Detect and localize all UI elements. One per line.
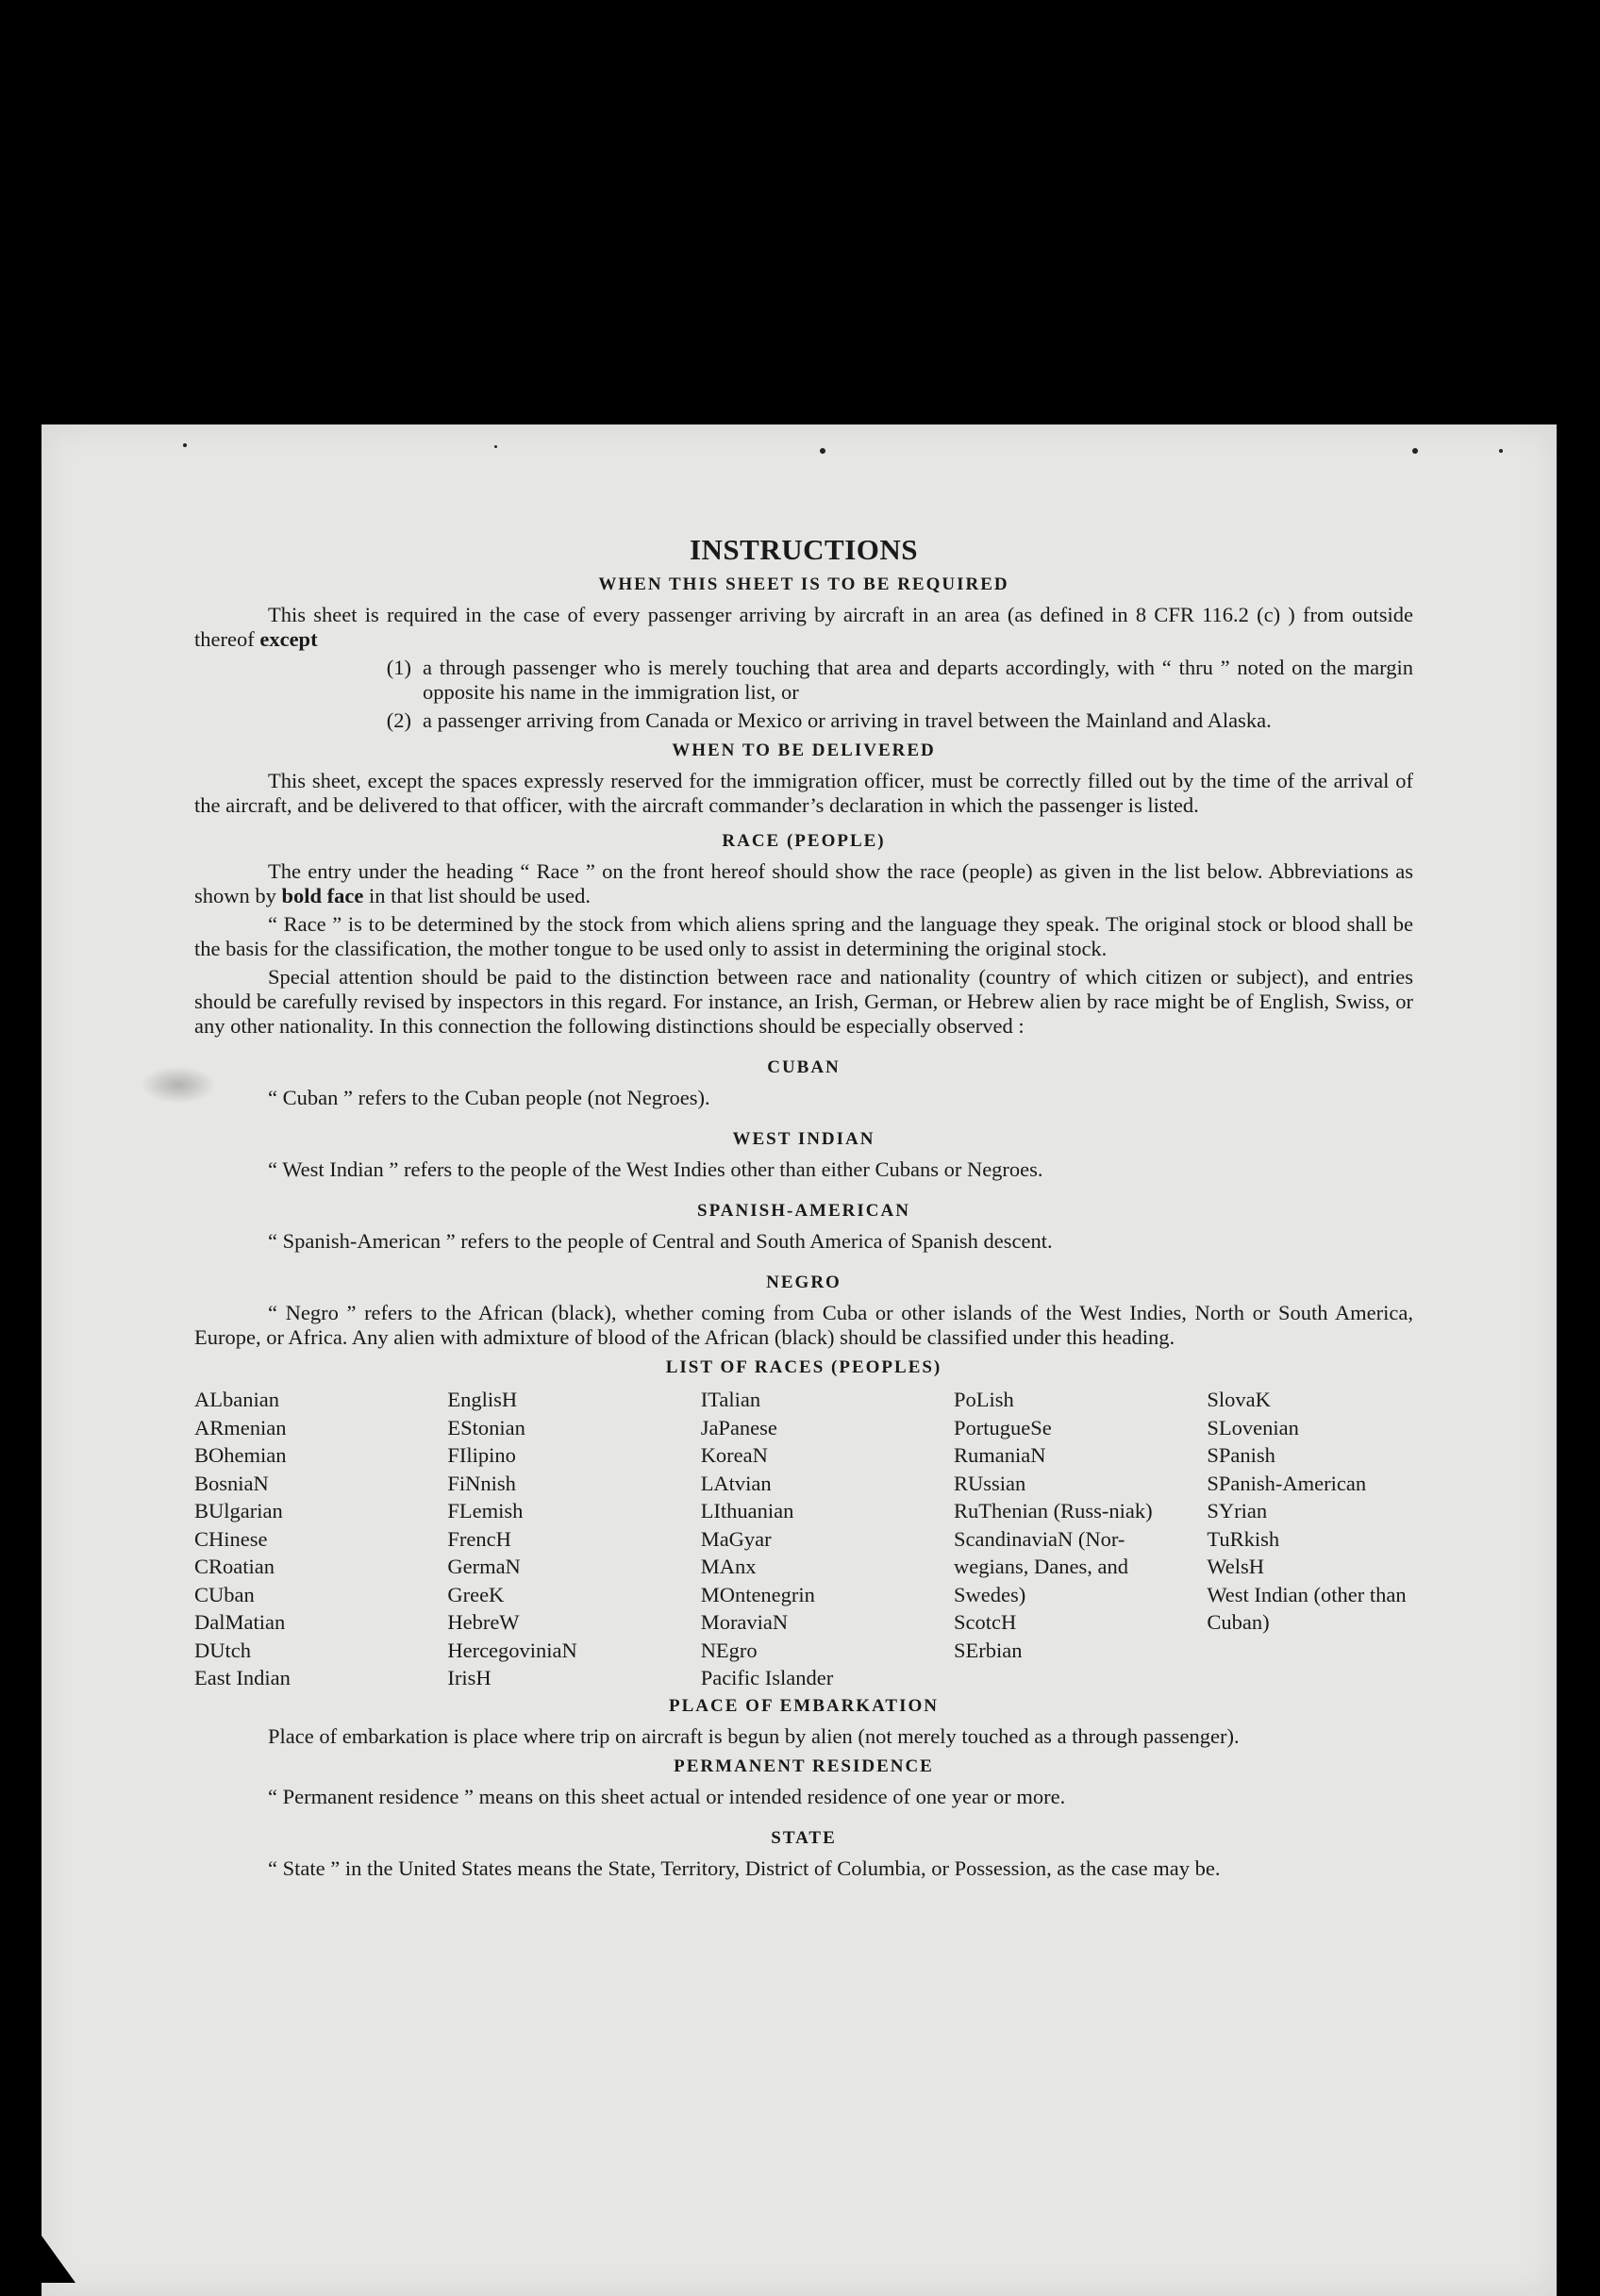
heading-when-required: WHEN THIS SHEET IS TO BE REQUIRED — [598, 574, 1009, 594]
race-entry: West Indian (other than Cuban) — [1207, 1582, 1407, 1634]
race-entry: TuRkish — [1207, 1526, 1280, 1551]
race-entry: FrencH — [447, 1526, 511, 1551]
heading-spanish-american: SPANISH-AMERICAN — [697, 1201, 910, 1221]
race-entry: SlovaK — [1207, 1388, 1271, 1411]
west-indian-text: “ West Indian ” refers to the people of the West Indies other than either Cubans or Negroes. — [268, 1157, 1043, 1181]
race-entry: IrisH — [447, 1666, 492, 1689]
race-entry: GreeK — [447, 1582, 505, 1606]
race-entry: BosniaN — [194, 1471, 269, 1495]
race-entry: HercegoviniaN — [447, 1638, 577, 1662]
race-entry: SErbian — [954, 1638, 1023, 1662]
race-entry: PoLish — [954, 1388, 1014, 1411]
race-entry: DalMatian — [194, 1610, 286, 1634]
race-entry: FLemish — [447, 1499, 524, 1522]
race-entry: RUssian — [954, 1471, 1026, 1495]
race-entry: FiNnish — [447, 1471, 516, 1495]
race-entry: East Indian — [194, 1666, 291, 1689]
races-column-3 — [701, 1386, 954, 1692]
exception-item-2: (2) a passenger arriving from Canada or Mexico or arriving in travel between the Mainland and Alaska. — [386, 708, 1272, 732]
race-entry: PortugueSe — [954, 1415, 1052, 1439]
race-paragraph-2: “ Race ” is to be determined by the stock from which aliens spring and the language they speak. The original stock or blood shall be the basis for the classification, the mother tongue to be used only to assist in determining the original stock. — [194, 912, 1413, 960]
race-entry: MOntenegrin — [700, 1582, 815, 1606]
race-entry: RumaniaN — [954, 1443, 1046, 1467]
permanent-residence-text: “ Permanent residence ” means on this sheet actual or intended residence of one year or more. — [268, 1784, 1066, 1808]
cuban-text: “ Cuban ” refers to the Cuban people (not Negroes). — [268, 1086, 710, 1109]
punch-mark — [1412, 448, 1418, 454]
race-entry: ScotcH — [954, 1610, 1017, 1634]
page-title: INSTRUCTIONS — [689, 533, 918, 566]
embarkation-text: Place of embarkation is place where trip on aircraft is begun by alien (not merely touched as a through passenger). — [268, 1723, 1240, 1748]
race-entry: CHinese — [194, 1526, 268, 1551]
races-column-5 — [1207, 1386, 1413, 1692]
race-entry: BOhemian — [194, 1443, 287, 1467]
race-paragraph-3: Special attention should be paid to the distinction between race and nationality (country of which citizen or subject), and entries should be carefully revised by inspectors in this regard. For instance, an Irish, German, or Hebrew alien by race might be of English, Swiss, or any other nationality. In this connection the following distinctions should be especially observed : — [194, 965, 1413, 1038]
race-paragraph-1: The entry under the heading “ Race ” on the front hereof should show the race (people) as given in the list below. Abbreviations as shown by bold face in that list should be used. — [194, 859, 1413, 907]
race-entry: LIthuanian — [700, 1499, 794, 1522]
race-entry: SYrian — [1207, 1499, 1268, 1522]
race-entry: SPanish — [1207, 1443, 1275, 1467]
state-text: “ State ” in the United States means the State, Territory, District of Columbia, or Possession, as the case may be. — [268, 1855, 1221, 1880]
race-entry: NEgro — [700, 1638, 758, 1662]
when-delivered-text: This sheet, except the spaces expressly reserved for the immigration officer, must be correctly filled out by the time of the arrival of the aircraft, and be delivered to that officer, with the aircraft commander’s declaration in which the passenger is listed. — [194, 769, 1413, 817]
race-entry: SPanish-American — [1207, 1471, 1367, 1495]
when-required-intro: This sheet is required in the case of every passenger arriving by aircraft in an area (as defined in 8 CFR 116.2 (c) ) from outside thereof except — [194, 603, 1413, 651]
race-entry: Pacific Islander — [700, 1666, 834, 1689]
race-entry: EStonian — [447, 1415, 525, 1439]
races-list — [194, 1386, 1413, 1692]
heading-list-of-races: LIST OF RACES (PEOPLES) — [665, 1357, 942, 1377]
folded-corner — [42, 2236, 75, 2283]
race-entry: BUlgarian — [194, 1499, 283, 1522]
race-entry: CRoatian — [194, 1555, 275, 1578]
heading-cuban: CUBAN — [767, 1057, 841, 1077]
races-column-2 — [447, 1386, 700, 1692]
heading-race: RACE (PEOPLE) — [722, 831, 886, 851]
race-entry: ARmenian — [194, 1415, 287, 1439]
race-entry: DUtch — [194, 1638, 251, 1662]
race-entry: RuThenian (Russ-niak) — [954, 1499, 1153, 1522]
race-entry: SLovenian — [1207, 1415, 1299, 1439]
heading-permanent-residence: PERMANENT RESIDENCE — [674, 1755, 934, 1776]
document-page — [42, 424, 1557, 2296]
race-entry: JaPanese — [700, 1415, 777, 1439]
punch-mark — [1499, 449, 1503, 453]
race-entry: WelsH — [1207, 1555, 1265, 1578]
race-entry: HebreW — [447, 1610, 520, 1634]
heading-embarkation: PLACE OF EMBARKATION — [669, 1695, 939, 1716]
race-entry: GermaN — [447, 1555, 521, 1578]
race-entry: ITalian — [700, 1388, 761, 1411]
race-entry: EnglisH — [447, 1388, 518, 1411]
race-entry: ALbanian — [194, 1388, 279, 1411]
heading-west-indian: WEST INDIAN — [732, 1129, 875, 1149]
punch-mark — [494, 445, 497, 448]
exception-item-1: (1) a through passenger who is merely touching that area and departs accordingly, with “ thru ” noted on the margin opposite his name in the immigration list, or — [386, 656, 1413, 704]
race-entry: KoreaN — [700, 1443, 768, 1467]
race-entry: CUban — [194, 1582, 255, 1606]
punch-mark — [183, 443, 187, 447]
races-column-1 — [194, 1386, 447, 1692]
heading-when-delivered: WHEN TO BE DELIVERED — [672, 740, 936, 760]
race-entry: ScandinaviaN (Nor-wegians, Danes, and Swedes) — [954, 1526, 1128, 1606]
race-entry: MAnx — [700, 1555, 757, 1578]
instructions-content — [194, 533, 1413, 1881]
race-entry: MaGyar — [700, 1526, 772, 1551]
negro-text: “ Negro ” refers to the African (black), whether coming from Cuba or other islands of the West Indies, North or South America, Europe, or Africa. Any alien with admixture of blood of the African (black) should be classified under this heading. — [194, 1301, 1413, 1349]
spanish-american-text: “ Spanish-American ” refers to the people of Central and South America of Spanish descent. — [268, 1229, 1053, 1253]
race-entry: LAtvian — [700, 1471, 772, 1495]
races-column-4 — [954, 1386, 1207, 1692]
race-entry: FIlipino — [447, 1443, 516, 1467]
heading-negro: NEGRO — [766, 1273, 842, 1292]
punch-mark — [820, 448, 825, 454]
race-entry: MoraviaN — [700, 1610, 789, 1634]
heading-state: STATE — [771, 1827, 837, 1848]
